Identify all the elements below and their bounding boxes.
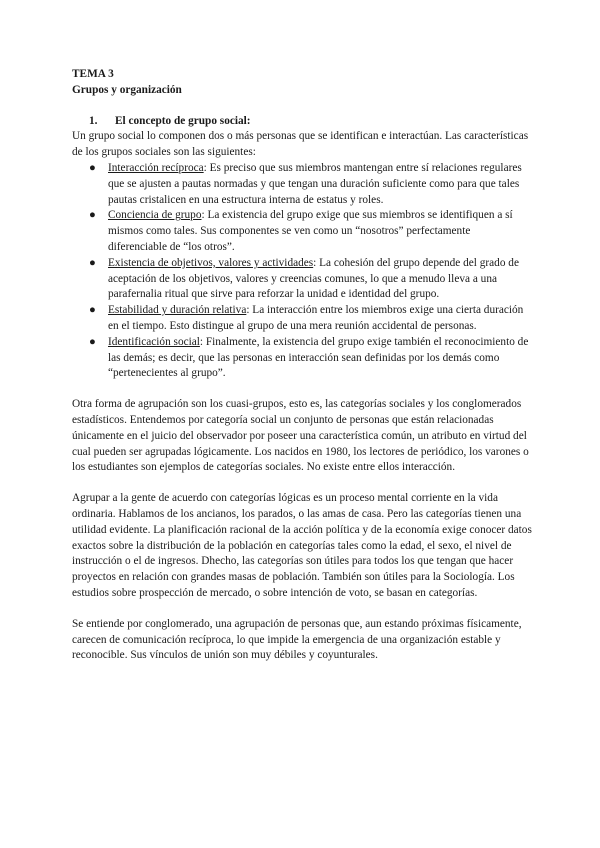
list-item-term: Conciencia de grupo (108, 209, 202, 222)
characteristics-list (72, 161, 532, 382)
list-item-text: : Es preciso que sus miembros mantengan entre sí relaciones regulares que se ajusten a pautas normadas y que tengan una duración suficiente como para que tales pautas cristalicen en una estructura interna de estatus y roles. (108, 161, 522, 206)
list-item (89, 256, 532, 303)
list-item-text: : Finalmente, la existencia del grupo exige también el reconocimiento de las demás; es decir, que las personas en interacción sean definidas por los demás como “pertenecientes al grupo”. (108, 335, 529, 380)
list-item-term: Existencia de objetivos, valores y actividades (108, 256, 314, 269)
bullet-icon: ● (89, 209, 96, 222)
list-item (89, 161, 532, 208)
paragraph-quasi-groups: Otra forma de agrupación son los cuasi-grupos, esto es, las categorías sociales y los conglomerados estadísticos. Entendemos por categoría social un conjunto de personas que están relacionadas únicamente en el juicio del observador por poseer una característica común, un atributo en virtud del cual pueden ser agrupadas lógicamente. Los nacidos en 1980, los lectores de periódico, los varones o los estudiantes son ejemplos de categorías sociales. No existe entre ellos interacción. (72, 398, 529, 474)
list-item (89, 208, 532, 255)
chapter-title: Grupos y organización (72, 83, 182, 96)
chapter-label: TEMA 3 (72, 68, 114, 80)
bullet-icon: ● (89, 304, 96, 317)
document-page (72, 67, 532, 664)
paragraph-categories: Agrupar a la gente de acuerdo con categorías lógicas es un proceso mental corriente en la vida ordinaria. Hablamos de los ancianos, los parados, o las amas de casa. Pero las categorías tienen una utilidad evidente. La planificación racional de la acción política y de la economía exige conocer datos exactos sobre la distribución de la población en categorías tales como la edad, el sexo, el nivel de instrucción o el de ingresos. Dhecho, las categorías son útiles para todos los que tengan que hacer proyectos en relación con grandes masas de población. También son útiles para la Sociología. Los estudios sobre prospección de mercado, o sobre intención de voto, se basan en categorías. (72, 492, 532, 599)
bullet-icon: ● (89, 256, 96, 269)
section-heading (72, 114, 532, 130)
list-item (89, 335, 532, 382)
section-number: 1. (89, 114, 98, 127)
paragraph-conglomerate: Se entiende por conglomerado, una agrupación de personas que, aun estando próximas físicamente, carecen de comunicación recíproca, lo que impide la emergencia de una organización estable y reconocible. Sus vínculos de unión son muy débiles y coyunturales. (72, 617, 522, 662)
list-item-text: : La cohesión del grupo depende del grado de aceptación de los objetivos, valores y creencias comunes, lo que a menudo lleva a una parafernalia ritual que sirve para reforzar la unidad e identidad del grupo. (108, 256, 519, 301)
bullet-icon: ● (89, 161, 96, 174)
list-item-text: : La existencia del grupo exige que sus miembros se identifiquen a sí mismos como tales. Sus componentes se ven como un “nosotros” perfectamente diferenciable de “los otros”. (108, 209, 513, 253)
section-title: El concepto de grupo social: (115, 114, 251, 127)
list-item-term: Identificación social (108, 335, 200, 348)
list-item-text: : La interacción entre los miembros exige una cierta duración en el tiempo. Esto distingue al grupo de una mera reunión accidental de personas. (108, 304, 524, 332)
list-item (89, 303, 532, 335)
section-intro: Un grupo social lo componen dos o más personas que se identifican e interactúan. Las características de los grupos sociales son las siguientes: (72, 130, 529, 159)
list-item-term: Interacción recíproca (108, 161, 204, 174)
bullet-icon: ● (89, 335, 96, 348)
list-item-term: Estabilidad y duración relativa (108, 304, 247, 317)
